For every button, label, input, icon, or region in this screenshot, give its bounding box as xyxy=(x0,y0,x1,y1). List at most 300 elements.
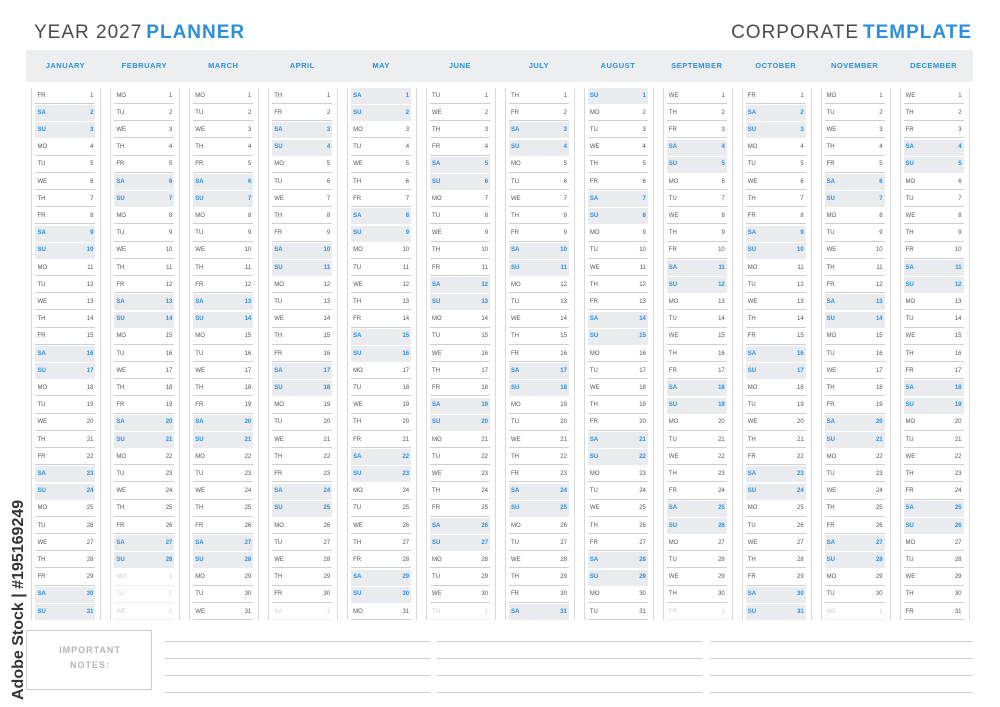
day-cell[interactable] xyxy=(114,604,174,620)
day-cell[interactable] xyxy=(193,415,253,431)
day-cell[interactable] xyxy=(193,535,253,551)
day-cell[interactable] xyxy=(509,466,569,482)
day-cell[interactable] xyxy=(588,484,648,500)
day-cell[interactable] xyxy=(667,415,727,431)
day-cell[interactable] xyxy=(430,570,490,586)
day-cell[interactable] xyxy=(114,501,174,517)
day-cell[interactable] xyxy=(272,277,332,293)
day-cell[interactable] xyxy=(351,587,411,603)
day-cell[interactable] xyxy=(904,501,964,517)
day-cell[interactable] xyxy=(114,140,174,156)
day-cell[interactable] xyxy=(904,191,964,207)
day-cell[interactable] xyxy=(904,587,964,603)
day-cell[interactable] xyxy=(35,535,95,551)
day-cell[interactable] xyxy=(430,552,490,568)
day-cell[interactable] xyxy=(272,122,332,138)
day-cell[interactable] xyxy=(114,157,174,173)
day-cell[interactable] xyxy=(746,518,806,534)
day-cell[interactable] xyxy=(193,363,253,379)
day-cell[interactable] xyxy=(193,518,253,534)
day-cell[interactable] xyxy=(272,191,332,207)
day-cell[interactable] xyxy=(351,88,411,104)
day-cell[interactable] xyxy=(114,294,174,310)
note-line[interactable] xyxy=(165,641,430,642)
day-cell[interactable] xyxy=(825,329,885,345)
day-cell[interactable] xyxy=(351,329,411,345)
day-cell[interactable] xyxy=(509,329,569,345)
day-cell[interactable] xyxy=(193,122,253,138)
day-cell[interactable] xyxy=(667,294,727,310)
day-cell[interactable] xyxy=(193,88,253,104)
day-cell[interactable] xyxy=(904,260,964,276)
day-cell[interactable] xyxy=(351,449,411,465)
day-cell[interactable] xyxy=(588,432,648,448)
day-cell[interactable] xyxy=(351,122,411,138)
day-cell[interactable] xyxy=(509,243,569,259)
day-cell[interactable] xyxy=(193,277,253,293)
day-cell[interactable] xyxy=(509,380,569,396)
day-cell[interactable] xyxy=(272,294,332,310)
day-cell[interactable] xyxy=(746,174,806,190)
day-cell[interactable] xyxy=(193,570,253,586)
day-cell[interactable] xyxy=(35,277,95,293)
day-cell[interactable] xyxy=(430,174,490,190)
day-cell[interactable] xyxy=(35,88,95,104)
day-cell[interactable] xyxy=(114,518,174,534)
day-cell[interactable] xyxy=(667,88,727,104)
day-cell[interactable] xyxy=(509,398,569,414)
day-cell[interactable] xyxy=(193,380,253,396)
day-cell[interactable] xyxy=(588,294,648,310)
day-cell[interactable] xyxy=(193,226,253,242)
day-cell[interactable] xyxy=(746,398,806,414)
day-cell[interactable] xyxy=(193,484,253,500)
day-cell[interactable] xyxy=(351,363,411,379)
day-cell[interactable] xyxy=(272,484,332,500)
day-cell[interactable] xyxy=(746,587,806,603)
day-cell[interactable] xyxy=(272,312,332,328)
day-cell[interactable] xyxy=(588,449,648,465)
day-cell[interactable] xyxy=(430,346,490,362)
day-cell[interactable] xyxy=(272,88,332,104)
day-cell[interactable] xyxy=(904,380,964,396)
day-cell[interactable] xyxy=(588,587,648,603)
day-cell[interactable] xyxy=(114,535,174,551)
day-cell[interactable] xyxy=(430,363,490,379)
day-cell[interactable] xyxy=(746,552,806,568)
day-cell[interactable] xyxy=(904,277,964,293)
day-cell[interactable] xyxy=(430,294,490,310)
day-cell[interactable] xyxy=(430,208,490,224)
day-cell[interactable] xyxy=(351,398,411,414)
day-cell[interactable] xyxy=(272,466,332,482)
day-cell[interactable] xyxy=(430,604,490,620)
day-cell[interactable] xyxy=(825,604,885,620)
day-cell[interactable] xyxy=(746,243,806,259)
day-cell[interactable] xyxy=(825,226,885,242)
day-cell[interactable] xyxy=(825,466,885,482)
day-cell[interactable] xyxy=(35,157,95,173)
day-cell[interactable] xyxy=(430,466,490,482)
day-cell[interactable] xyxy=(114,329,174,345)
day-cell[interactable] xyxy=(825,535,885,551)
day-cell[interactable] xyxy=(509,535,569,551)
day-cell[interactable] xyxy=(667,432,727,448)
day-cell[interactable] xyxy=(35,122,95,138)
day-cell[interactable] xyxy=(193,140,253,156)
day-cell[interactable] xyxy=(35,226,95,242)
day-cell[interactable] xyxy=(667,140,727,156)
day-cell[interactable] xyxy=(509,226,569,242)
day-cell[interactable] xyxy=(114,191,174,207)
day-cell[interactable] xyxy=(35,587,95,603)
day-cell[interactable] xyxy=(746,380,806,396)
day-cell[interactable] xyxy=(272,570,332,586)
day-cell[interactable] xyxy=(430,140,490,156)
day-cell[interactable] xyxy=(114,88,174,104)
day-cell[interactable] xyxy=(351,432,411,448)
day-cell[interactable] xyxy=(746,226,806,242)
day-cell[interactable] xyxy=(35,570,95,586)
day-cell[interactable] xyxy=(272,535,332,551)
day-cell[interactable] xyxy=(509,415,569,431)
day-cell[interactable] xyxy=(509,260,569,276)
day-cell[interactable] xyxy=(825,501,885,517)
day-cell[interactable] xyxy=(509,346,569,362)
day-cell[interactable] xyxy=(35,501,95,517)
day-cell[interactable] xyxy=(351,157,411,173)
day-cell[interactable] xyxy=(509,157,569,173)
day-cell[interactable] xyxy=(904,294,964,310)
day-cell[interactable] xyxy=(35,105,95,121)
day-cell[interactable] xyxy=(193,604,253,620)
day-cell[interactable] xyxy=(746,535,806,551)
day-cell[interactable] xyxy=(825,208,885,224)
day-cell[interactable] xyxy=(746,208,806,224)
day-cell[interactable] xyxy=(588,140,648,156)
day-cell[interactable] xyxy=(114,226,174,242)
day-cell[interactable] xyxy=(904,346,964,362)
day-cell[interactable] xyxy=(746,277,806,293)
day-cell[interactable] xyxy=(430,518,490,534)
day-cell[interactable] xyxy=(588,208,648,224)
day-cell[interactable] xyxy=(825,140,885,156)
note-line[interactable] xyxy=(710,692,973,693)
day-cell[interactable] xyxy=(272,518,332,534)
day-cell[interactable] xyxy=(588,415,648,431)
day-cell[interactable] xyxy=(351,570,411,586)
day-cell[interactable] xyxy=(746,260,806,276)
day-cell[interactable] xyxy=(35,174,95,190)
day-cell[interactable] xyxy=(588,380,648,396)
day-cell[interactable] xyxy=(588,363,648,379)
day-cell[interactable] xyxy=(509,140,569,156)
day-cell[interactable] xyxy=(667,105,727,121)
day-cell[interactable] xyxy=(35,208,95,224)
day-cell[interactable] xyxy=(193,243,253,259)
day-cell[interactable] xyxy=(351,312,411,328)
note-line[interactable] xyxy=(437,658,702,659)
day-cell[interactable] xyxy=(825,432,885,448)
day-cell[interactable] xyxy=(272,243,332,259)
day-cell[interactable] xyxy=(351,174,411,190)
day-cell[interactable] xyxy=(114,432,174,448)
day-cell[interactable] xyxy=(193,294,253,310)
day-cell[interactable] xyxy=(509,570,569,586)
day-cell[interactable] xyxy=(351,140,411,156)
day-cell[interactable] xyxy=(588,226,648,242)
day-cell[interactable] xyxy=(430,157,490,173)
day-cell[interactable] xyxy=(35,398,95,414)
day-cell[interactable] xyxy=(746,312,806,328)
day-cell[interactable] xyxy=(904,552,964,568)
day-cell[interactable] xyxy=(35,415,95,431)
day-cell[interactable] xyxy=(588,312,648,328)
day-cell[interactable] xyxy=(272,260,332,276)
day-cell[interactable] xyxy=(825,191,885,207)
day-cell[interactable] xyxy=(825,484,885,500)
day-cell[interactable] xyxy=(588,243,648,259)
day-cell[interactable] xyxy=(430,243,490,259)
day-cell[interactable] xyxy=(746,363,806,379)
day-cell[interactable] xyxy=(430,312,490,328)
day-cell[interactable] xyxy=(272,329,332,345)
day-cell[interactable] xyxy=(35,346,95,362)
day-cell[interactable] xyxy=(667,157,727,173)
day-cell[interactable] xyxy=(509,552,569,568)
day-cell[interactable] xyxy=(825,260,885,276)
day-cell[interactable] xyxy=(509,449,569,465)
note-line[interactable] xyxy=(437,675,702,676)
day-cell[interactable] xyxy=(746,604,806,620)
day-cell[interactable] xyxy=(825,346,885,362)
day-cell[interactable] xyxy=(351,277,411,293)
day-cell[interactable] xyxy=(746,105,806,121)
day-cell[interactable] xyxy=(904,466,964,482)
day-cell[interactable] xyxy=(667,570,727,586)
day-cell[interactable] xyxy=(272,105,332,121)
day-cell[interactable] xyxy=(746,140,806,156)
day-cell[interactable] xyxy=(193,501,253,517)
day-cell[interactable] xyxy=(588,260,648,276)
day-cell[interactable] xyxy=(825,415,885,431)
day-cell[interactable] xyxy=(825,122,885,138)
day-cell[interactable] xyxy=(825,312,885,328)
day-cell[interactable] xyxy=(588,552,648,568)
day-cell[interactable] xyxy=(114,208,174,224)
day-cell[interactable] xyxy=(430,260,490,276)
day-cell[interactable] xyxy=(746,157,806,173)
day-cell[interactable] xyxy=(667,191,727,207)
day-cell[interactable] xyxy=(430,398,490,414)
day-cell[interactable] xyxy=(746,294,806,310)
day-cell[interactable] xyxy=(588,346,648,362)
day-cell[interactable] xyxy=(825,449,885,465)
day-cell[interactable] xyxy=(114,380,174,396)
day-cell[interactable] xyxy=(35,312,95,328)
day-cell[interactable] xyxy=(114,346,174,362)
day-cell[interactable] xyxy=(272,415,332,431)
day-cell[interactable] xyxy=(746,88,806,104)
day-cell[interactable] xyxy=(904,570,964,586)
day-cell[interactable] xyxy=(825,157,885,173)
day-cell[interactable] xyxy=(667,329,727,345)
day-cell[interactable] xyxy=(114,243,174,259)
day-cell[interactable] xyxy=(588,88,648,104)
day-cell[interactable] xyxy=(35,449,95,465)
day-cell[interactable] xyxy=(904,243,964,259)
day-cell[interactable] xyxy=(588,122,648,138)
day-cell[interactable] xyxy=(904,432,964,448)
day-cell[interactable] xyxy=(667,122,727,138)
day-cell[interactable] xyxy=(193,346,253,362)
day-cell[interactable] xyxy=(430,122,490,138)
day-cell[interactable] xyxy=(272,174,332,190)
day-cell[interactable] xyxy=(588,277,648,293)
day-cell[interactable] xyxy=(904,105,964,121)
day-cell[interactable] xyxy=(509,105,569,121)
day-cell[interactable] xyxy=(825,363,885,379)
day-cell[interactable] xyxy=(272,346,332,362)
day-cell[interactable] xyxy=(193,432,253,448)
day-cell[interactable] xyxy=(430,88,490,104)
day-cell[interactable] xyxy=(825,398,885,414)
day-cell[interactable] xyxy=(114,277,174,293)
day-cell[interactable] xyxy=(667,243,727,259)
day-cell[interactable] xyxy=(588,191,648,207)
day-cell[interactable] xyxy=(272,157,332,173)
day-cell[interactable] xyxy=(825,243,885,259)
day-cell[interactable] xyxy=(667,174,727,190)
day-cell[interactable] xyxy=(509,174,569,190)
day-cell[interactable] xyxy=(272,380,332,396)
day-cell[interactable] xyxy=(509,484,569,500)
day-cell[interactable] xyxy=(904,122,964,138)
day-cell[interactable] xyxy=(272,432,332,448)
day-cell[interactable] xyxy=(35,329,95,345)
day-cell[interactable] xyxy=(667,466,727,482)
day-cell[interactable] xyxy=(114,466,174,482)
day-cell[interactable] xyxy=(667,277,727,293)
day-cell[interactable] xyxy=(35,191,95,207)
day-cell[interactable] xyxy=(430,449,490,465)
day-cell[interactable] xyxy=(825,587,885,603)
day-cell[interactable] xyxy=(667,363,727,379)
day-cell[interactable] xyxy=(430,587,490,603)
day-cell[interactable] xyxy=(904,157,964,173)
day-cell[interactable] xyxy=(351,415,411,431)
day-cell[interactable] xyxy=(430,415,490,431)
day-cell[interactable] xyxy=(193,260,253,276)
day-cell[interactable] xyxy=(746,570,806,586)
day-cell[interactable] xyxy=(667,484,727,500)
day-cell[interactable] xyxy=(114,174,174,190)
day-cell[interactable] xyxy=(272,226,332,242)
day-cell[interactable] xyxy=(667,535,727,551)
day-cell[interactable] xyxy=(667,346,727,362)
day-cell[interactable] xyxy=(430,277,490,293)
day-cell[interactable] xyxy=(35,466,95,482)
day-cell[interactable] xyxy=(351,501,411,517)
day-cell[interactable] xyxy=(430,535,490,551)
note-line[interactable] xyxy=(165,658,430,659)
day-cell[interactable] xyxy=(667,552,727,568)
day-cell[interactable] xyxy=(193,208,253,224)
day-cell[interactable] xyxy=(904,140,964,156)
day-cell[interactable] xyxy=(667,312,727,328)
day-cell[interactable] xyxy=(193,466,253,482)
note-line[interactable] xyxy=(710,675,973,676)
day-cell[interactable] xyxy=(272,208,332,224)
day-cell[interactable] xyxy=(114,105,174,121)
day-cell[interactable] xyxy=(351,535,411,551)
day-cell[interactable] xyxy=(904,449,964,465)
day-cell[interactable] xyxy=(193,312,253,328)
day-cell[interactable] xyxy=(351,552,411,568)
day-cell[interactable] xyxy=(351,260,411,276)
day-cell[interactable] xyxy=(114,312,174,328)
day-cell[interactable] xyxy=(35,140,95,156)
day-cell[interactable] xyxy=(193,449,253,465)
day-cell[interactable] xyxy=(193,105,253,121)
day-cell[interactable] xyxy=(588,518,648,534)
day-cell[interactable] xyxy=(509,312,569,328)
day-cell[interactable] xyxy=(746,415,806,431)
day-cell[interactable] xyxy=(667,260,727,276)
day-cell[interactable] xyxy=(746,329,806,345)
day-cell[interactable] xyxy=(35,380,95,396)
day-cell[interactable] xyxy=(746,122,806,138)
day-cell[interactable] xyxy=(351,191,411,207)
day-cell[interactable] xyxy=(114,552,174,568)
day-cell[interactable] xyxy=(904,226,964,242)
day-cell[interactable] xyxy=(746,191,806,207)
day-cell[interactable] xyxy=(588,174,648,190)
day-cell[interactable] xyxy=(193,552,253,568)
day-cell[interactable] xyxy=(509,208,569,224)
day-cell[interactable] xyxy=(509,604,569,620)
note-line[interactable] xyxy=(710,641,973,642)
day-cell[interactable] xyxy=(904,535,964,551)
day-cell[interactable] xyxy=(667,501,727,517)
day-cell[interactable] xyxy=(509,88,569,104)
day-cell[interactable] xyxy=(588,105,648,121)
day-cell[interactable] xyxy=(746,346,806,362)
day-cell[interactable] xyxy=(509,363,569,379)
day-cell[interactable] xyxy=(667,587,727,603)
day-cell[interactable] xyxy=(272,587,332,603)
day-cell[interactable] xyxy=(746,501,806,517)
day-cell[interactable] xyxy=(351,294,411,310)
day-cell[interactable] xyxy=(667,398,727,414)
day-cell[interactable] xyxy=(588,466,648,482)
day-cell[interactable] xyxy=(667,380,727,396)
day-cell[interactable] xyxy=(351,466,411,482)
day-cell[interactable] xyxy=(509,191,569,207)
day-cell[interactable] xyxy=(825,277,885,293)
note-line[interactable] xyxy=(437,692,702,693)
day-cell[interactable] xyxy=(509,122,569,138)
day-cell[interactable] xyxy=(667,208,727,224)
day-cell[interactable] xyxy=(114,398,174,414)
day-cell[interactable] xyxy=(272,501,332,517)
day-cell[interactable] xyxy=(35,432,95,448)
day-cell[interactable] xyxy=(430,191,490,207)
day-cell[interactable] xyxy=(114,449,174,465)
day-cell[interactable] xyxy=(272,398,332,414)
day-cell[interactable] xyxy=(904,208,964,224)
note-line[interactable] xyxy=(437,641,702,642)
